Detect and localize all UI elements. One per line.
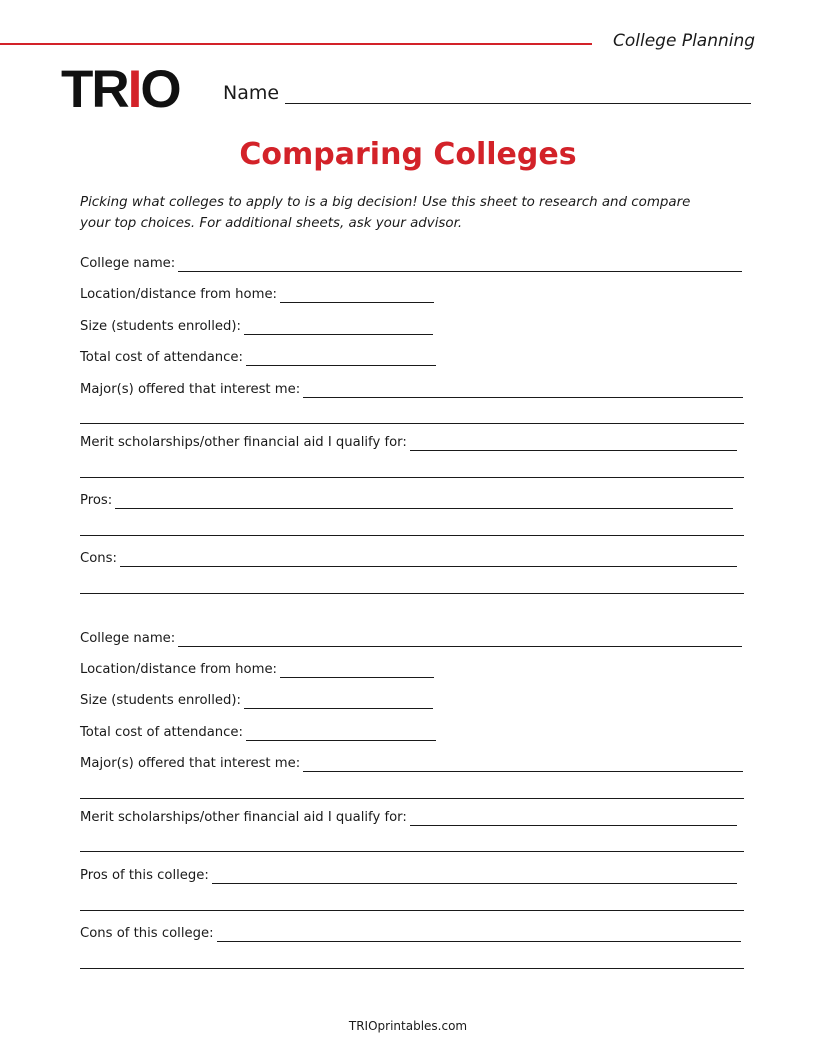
intro-text: Picking what colleges to apply to is a big decision! Use this sheet to research and compare your top choices. For additional sheets, ask your advisor. — [80, 195, 691, 231]
college-1-cons-field — [80, 551, 737, 567]
name-field — [223, 82, 751, 104]
cost-label: Total cost of attendance: — [80, 725, 243, 740]
cost-input-line[interactable] — [246, 726, 436, 741]
college-1-location-field — [80, 287, 434, 303]
size-input-line[interactable] — [244, 320, 433, 335]
college-2-size-field — [80, 693, 433, 709]
location-label: Location/distance from home: — [80, 662, 278, 677]
logo-text: TR — [61, 60, 128, 119]
aid-extra-line[interactable] — [80, 477, 744, 478]
size-input-line[interactable] — [244, 694, 433, 709]
college-1-name-field — [80, 256, 742, 272]
college-name-label: College name: — [80, 256, 176, 271]
cost-label: Total cost of attendance: — [80, 350, 243, 365]
aid-input-line[interactable] — [410, 436, 737, 451]
majors-input-line[interactable] — [303, 383, 743, 398]
college-2-cons-field — [80, 926, 741, 942]
aid-extra-line[interactable] — [80, 851, 744, 852]
college-2-aid-field — [80, 810, 737, 826]
college-1-aid-field — [80, 435, 737, 451]
college-2-name-field — [80, 631, 742, 647]
size-label: Size (students enrolled): — [80, 693, 241, 708]
college-1-majors-field — [80, 382, 743, 398]
college-2-pros-field — [80, 868, 737, 884]
majors-input-line[interactable] — [303, 757, 743, 772]
footer-url: TRIOprintables.com — [348, 1019, 468, 1033]
college-2-location-field — [80, 662, 434, 678]
logo-text-end: O — [140, 60, 180, 119]
page-title: Comparing Colleges — [239, 137, 577, 172]
cons-extra-line[interactable] — [80, 593, 744, 594]
aid-input-line[interactable] — [410, 811, 737, 826]
logo-accent-letter: I — [127, 60, 141, 119]
pros-label: Pros: — [80, 493, 113, 508]
cons-label: Cons: — [80, 551, 117, 566]
pros-label: Pros of this college: — [80, 868, 209, 883]
cons-input-line[interactable] — [217, 927, 741, 942]
location-input-line[interactable] — [280, 663, 434, 678]
cons-extra-line[interactable] — [80, 968, 744, 969]
header-rule — [0, 43, 592, 45]
college-1-pros-field — [80, 493, 733, 509]
size-label: Size (students enrolled): — [80, 319, 241, 334]
pros-extra-line[interactable] — [80, 535, 744, 536]
majors-label: Major(s) offered that interest me: — [80, 756, 301, 771]
aid-label: Merit scholarships/other financial aid I qualify for: — [80, 435, 407, 450]
majors-extra-line[interactable] — [80, 798, 744, 799]
trio-logo — [61, 60, 180, 119]
section-label: College Planning — [613, 31, 756, 51]
college-name-label: College name: — [80, 631, 176, 646]
name-label: Name — [223, 82, 280, 104]
cost-input-line[interactable] — [246, 351, 436, 366]
location-label: Location/distance from home: — [80, 287, 278, 302]
pros-input-line[interactable] — [212, 869, 737, 884]
college-2-majors-field — [80, 756, 743, 772]
college-1-size-field — [80, 319, 433, 335]
name-input-line[interactable] — [285, 84, 751, 104]
majors-label: Major(s) offered that interest me: — [80, 382, 301, 397]
college-name-input-line[interactable] — [178, 257, 742, 272]
location-input-line[interactable] — [280, 288, 434, 303]
aid-label: Merit scholarships/other financial aid I qualify for: — [80, 810, 407, 825]
cons-label: Cons of this college: — [80, 926, 214, 941]
pros-extra-line[interactable] — [80, 910, 744, 911]
cons-input-line[interactable] — [120, 552, 737, 567]
college-2-cost-field — [80, 725, 436, 741]
pros-input-line[interactable] — [115, 494, 733, 509]
majors-extra-line[interactable] — [80, 423, 744, 424]
college-1-cost-field — [80, 350, 436, 366]
college-name-input-line[interactable] — [178, 632, 742, 647]
